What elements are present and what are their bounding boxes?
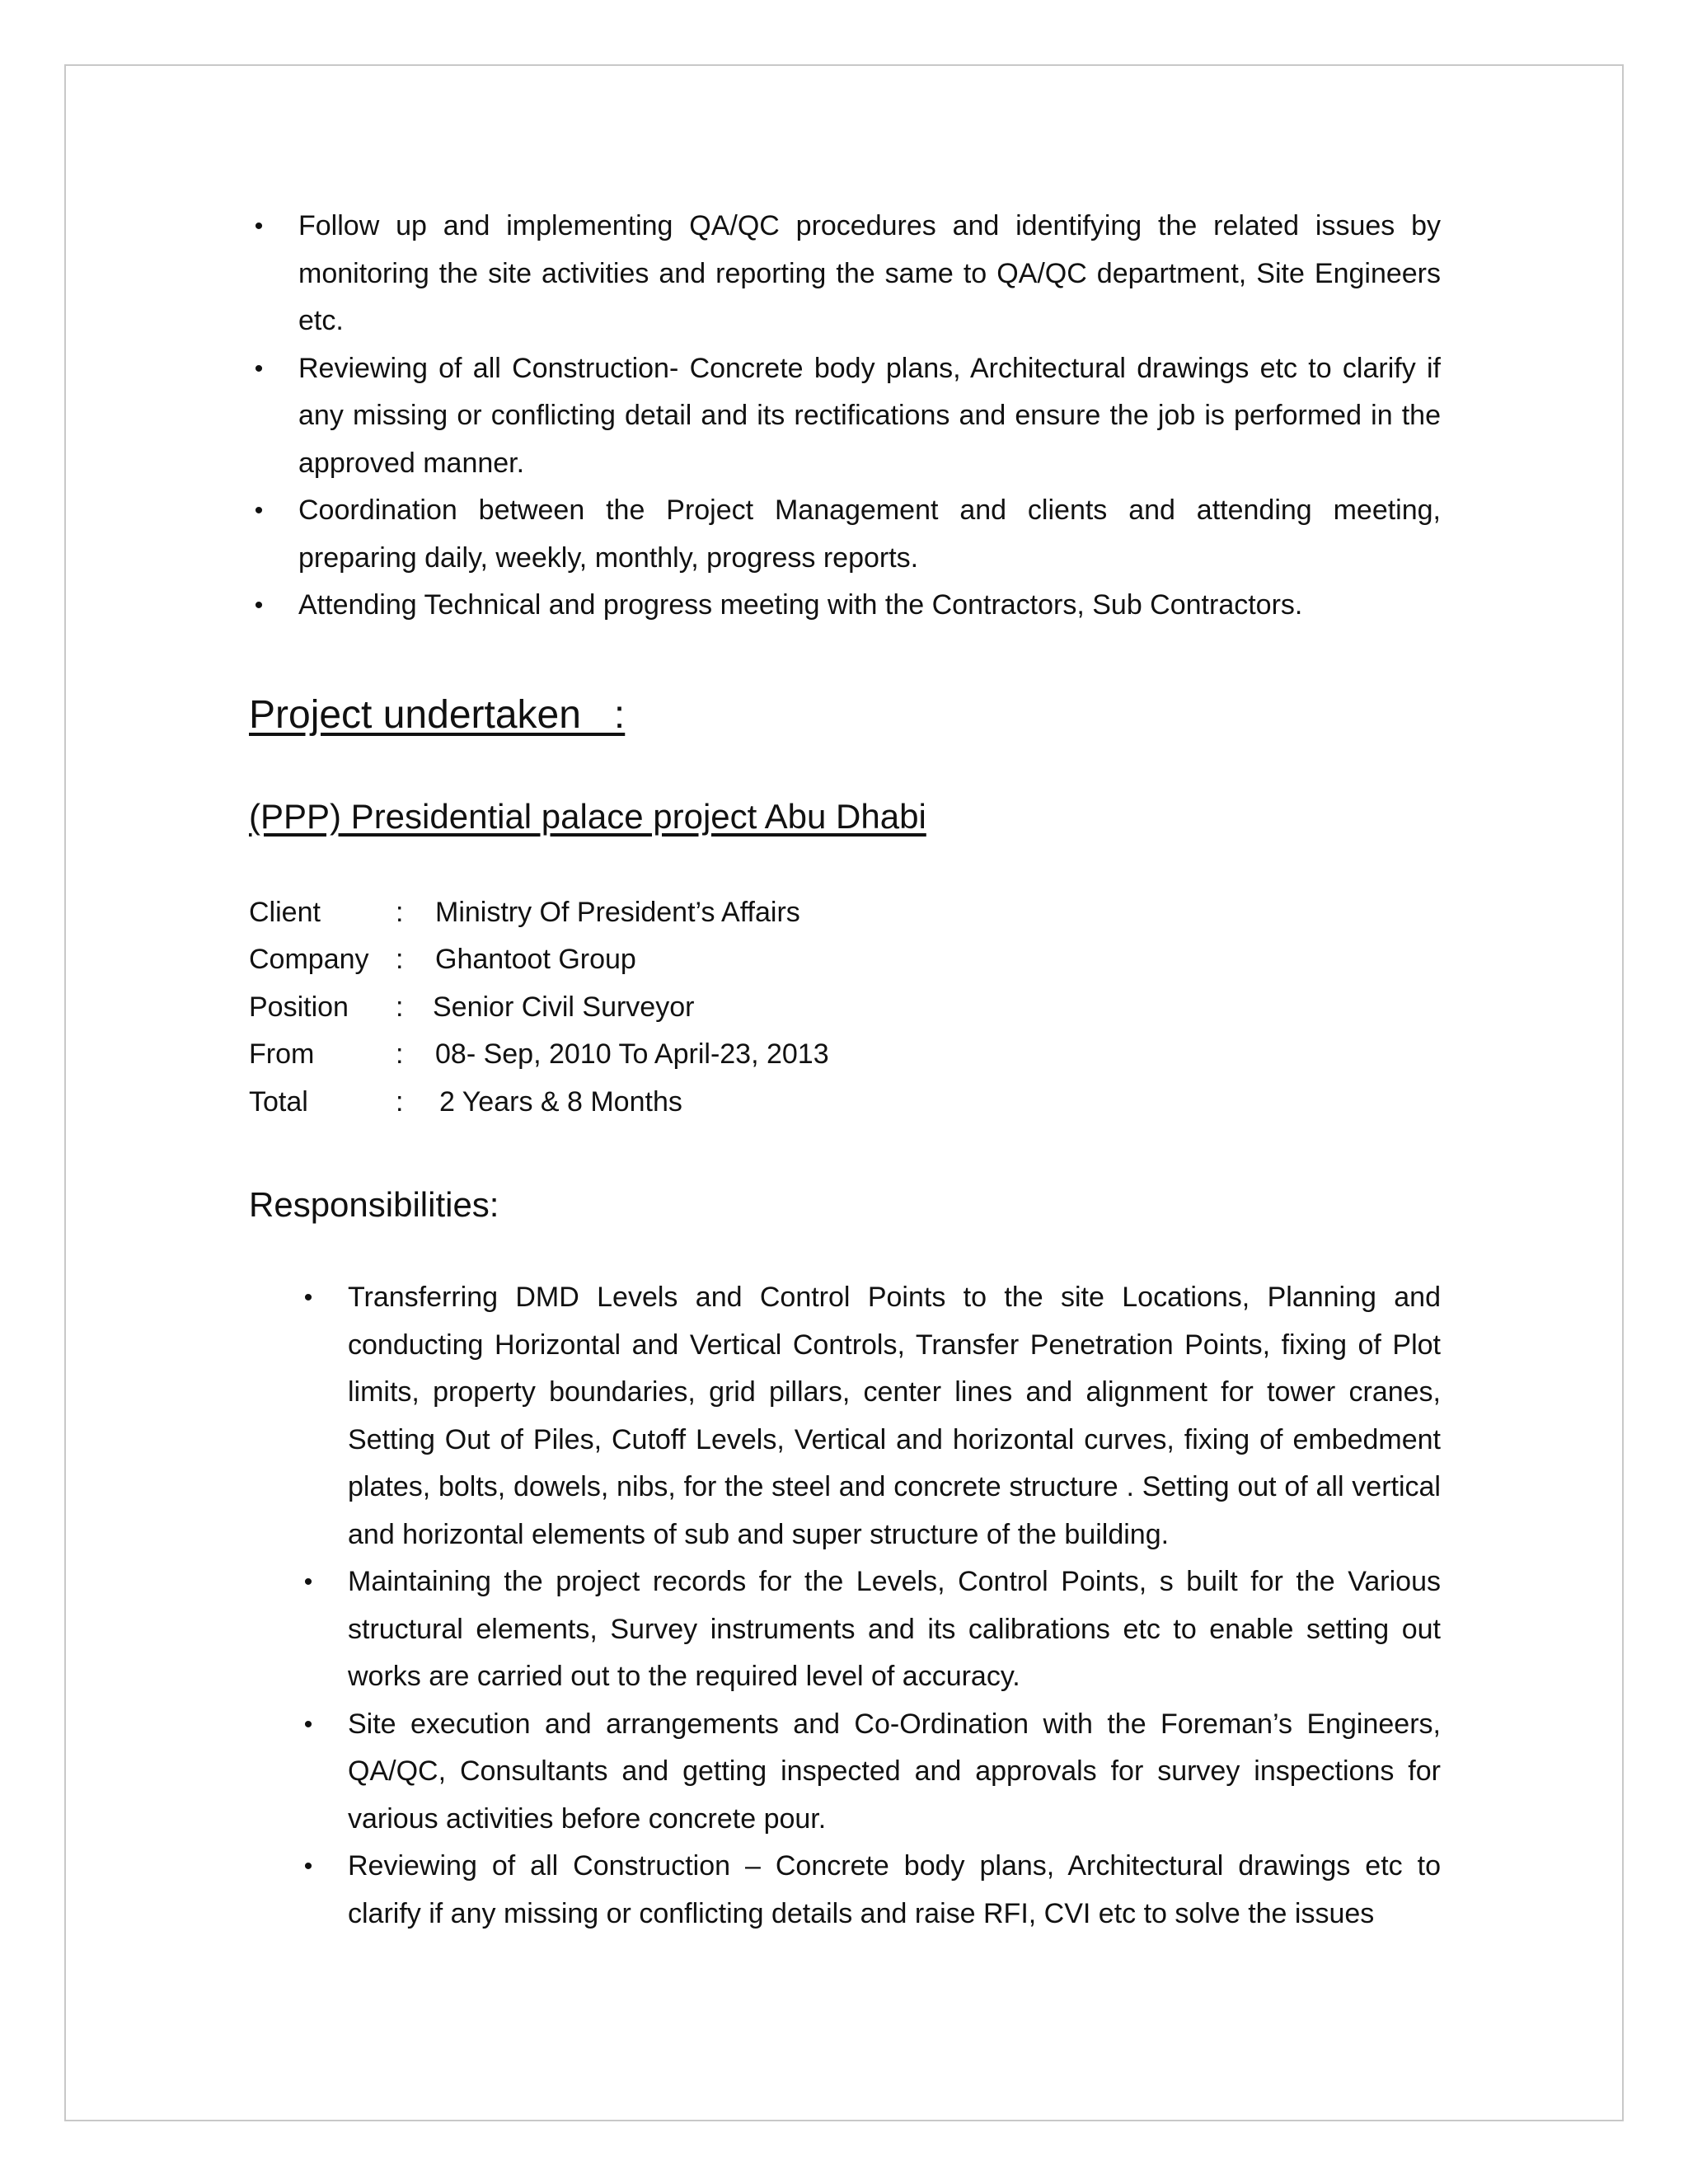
list-item	[298, 1558, 1441, 1701]
info-row-total	[249, 1079, 1441, 1127]
list-item-text: Reviewing of all Construction- Concrete body plans, Architectural drawings etc to clarify if any missing or conflicting detail and its rectifications and ensure the job is performed in the approved manner.	[298, 352, 1441, 479]
info-colon: :	[396, 991, 404, 1023]
list-item-text: Site execution and arrangements and Co-Ordination with the Foreman’s Engineers, QA/QC, Consultants and getting inspected and approvals for survey inspections for various activities before concrete pour.	[348, 1708, 1441, 1835]
bullet-icon: •	[303, 1284, 313, 1311]
info-value: Ministry Of President’s Affairs	[435, 896, 800, 928]
bullet-icon: •	[303, 1710, 313, 1738]
info-row-company	[249, 936, 1441, 984]
list-item-text: Follow up and implementing QA/QC procedures and identifying the related issues by monitoring the site activities and reporting the same to QA/QC department, Site Engineers etc.	[298, 210, 1441, 336]
responsibilities-list	[298, 1274, 1441, 1938]
list-item	[298, 1274, 1441, 1558]
info-row-from	[249, 1031, 1441, 1079]
list-item-text: Attending Technical and progress meeting with the Contractors, Sub Contractors.	[298, 589, 1303, 621]
info-label: Position	[249, 991, 349, 1023]
info-row-client	[249, 889, 1441, 937]
list-item-text: Transferring DMD Levels and Control Points to the site Locations, Planning and conducting Horizontal and Vertical Controls, Transfer Penetration Points, fixing of Plot limits, property boundaries, grid pillars, center lines and alignment for tower cranes, Setting Out of Piles, Cutoff Levels, Vertical and horizontal curves, fixing of embedment plates, bolts, dowels, nibs, for the steel and concrete structure . Setting out of all vertical and horizontal elements of sub and super structure of the building.	[348, 1282, 1441, 1550]
intro-bullet-list	[249, 203, 1441, 630]
bullet-icon: •	[254, 592, 264, 619]
info-value: 08- Sep, 2010 To April-23, 2013	[435, 1038, 829, 1070]
section-heading: Project undertaken :	[249, 692, 626, 737]
info-label: Total	[249, 1085, 308, 1118]
list-item	[298, 1701, 1441, 1844]
bullet-icon: •	[254, 497, 264, 524]
info-value: Senior Civil Surveyor	[433, 991, 695, 1023]
info-colon: :	[396, 944, 404, 975]
list-item-text: Reviewing of all Construction – Concrete body plans, Architectural drawings etc to clarify if any missing or conflicting details and raise RFI, CVI etc to solve the issues	[348, 1850, 1441, 1929]
document-content	[249, 203, 1441, 1938]
list-item	[249, 582, 1441, 630]
info-colon: :	[396, 1085, 404, 1118]
bullet-icon: •	[303, 1853, 313, 1880]
project-title: (PPP) Presidential palace project Abu Dhabi	[249, 796, 926, 836]
bullet-icon: •	[254, 354, 264, 382]
list-item	[298, 1843, 1441, 1938]
info-row-position	[249, 984, 1441, 1032]
info-label: From	[249, 1038, 315, 1070]
project-info-table	[249, 889, 1441, 1127]
info-colon: :	[396, 1038, 404, 1070]
list-item-text: Maintaining the project records for the Levels, Control Points, s built for the Various structural elements, Survey instruments and its calibrations etc to enable setting out works are carried out to the required level of accuracy.	[348, 1566, 1441, 1692]
responsibilities-heading: Responsibilities:	[249, 1185, 499, 1224]
list-item	[249, 487, 1441, 582]
info-label: Client	[249, 896, 321, 928]
list-item	[249, 345, 1441, 488]
bullet-icon: •	[303, 1568, 313, 1596]
info-label: Company	[249, 944, 369, 975]
list-item-text: Coordination between the Project Management and clients and attending meeting, preparing daily, weekly, monthly, progress reports.	[298, 494, 1441, 574]
info-value: Ghantoot Group	[435, 944, 636, 975]
info-value: 2 Years & 8 Months	[439, 1085, 682, 1118]
list-item	[249, 203, 1441, 345]
info-colon: :	[396, 896, 404, 928]
bullet-icon: •	[254, 213, 264, 240]
